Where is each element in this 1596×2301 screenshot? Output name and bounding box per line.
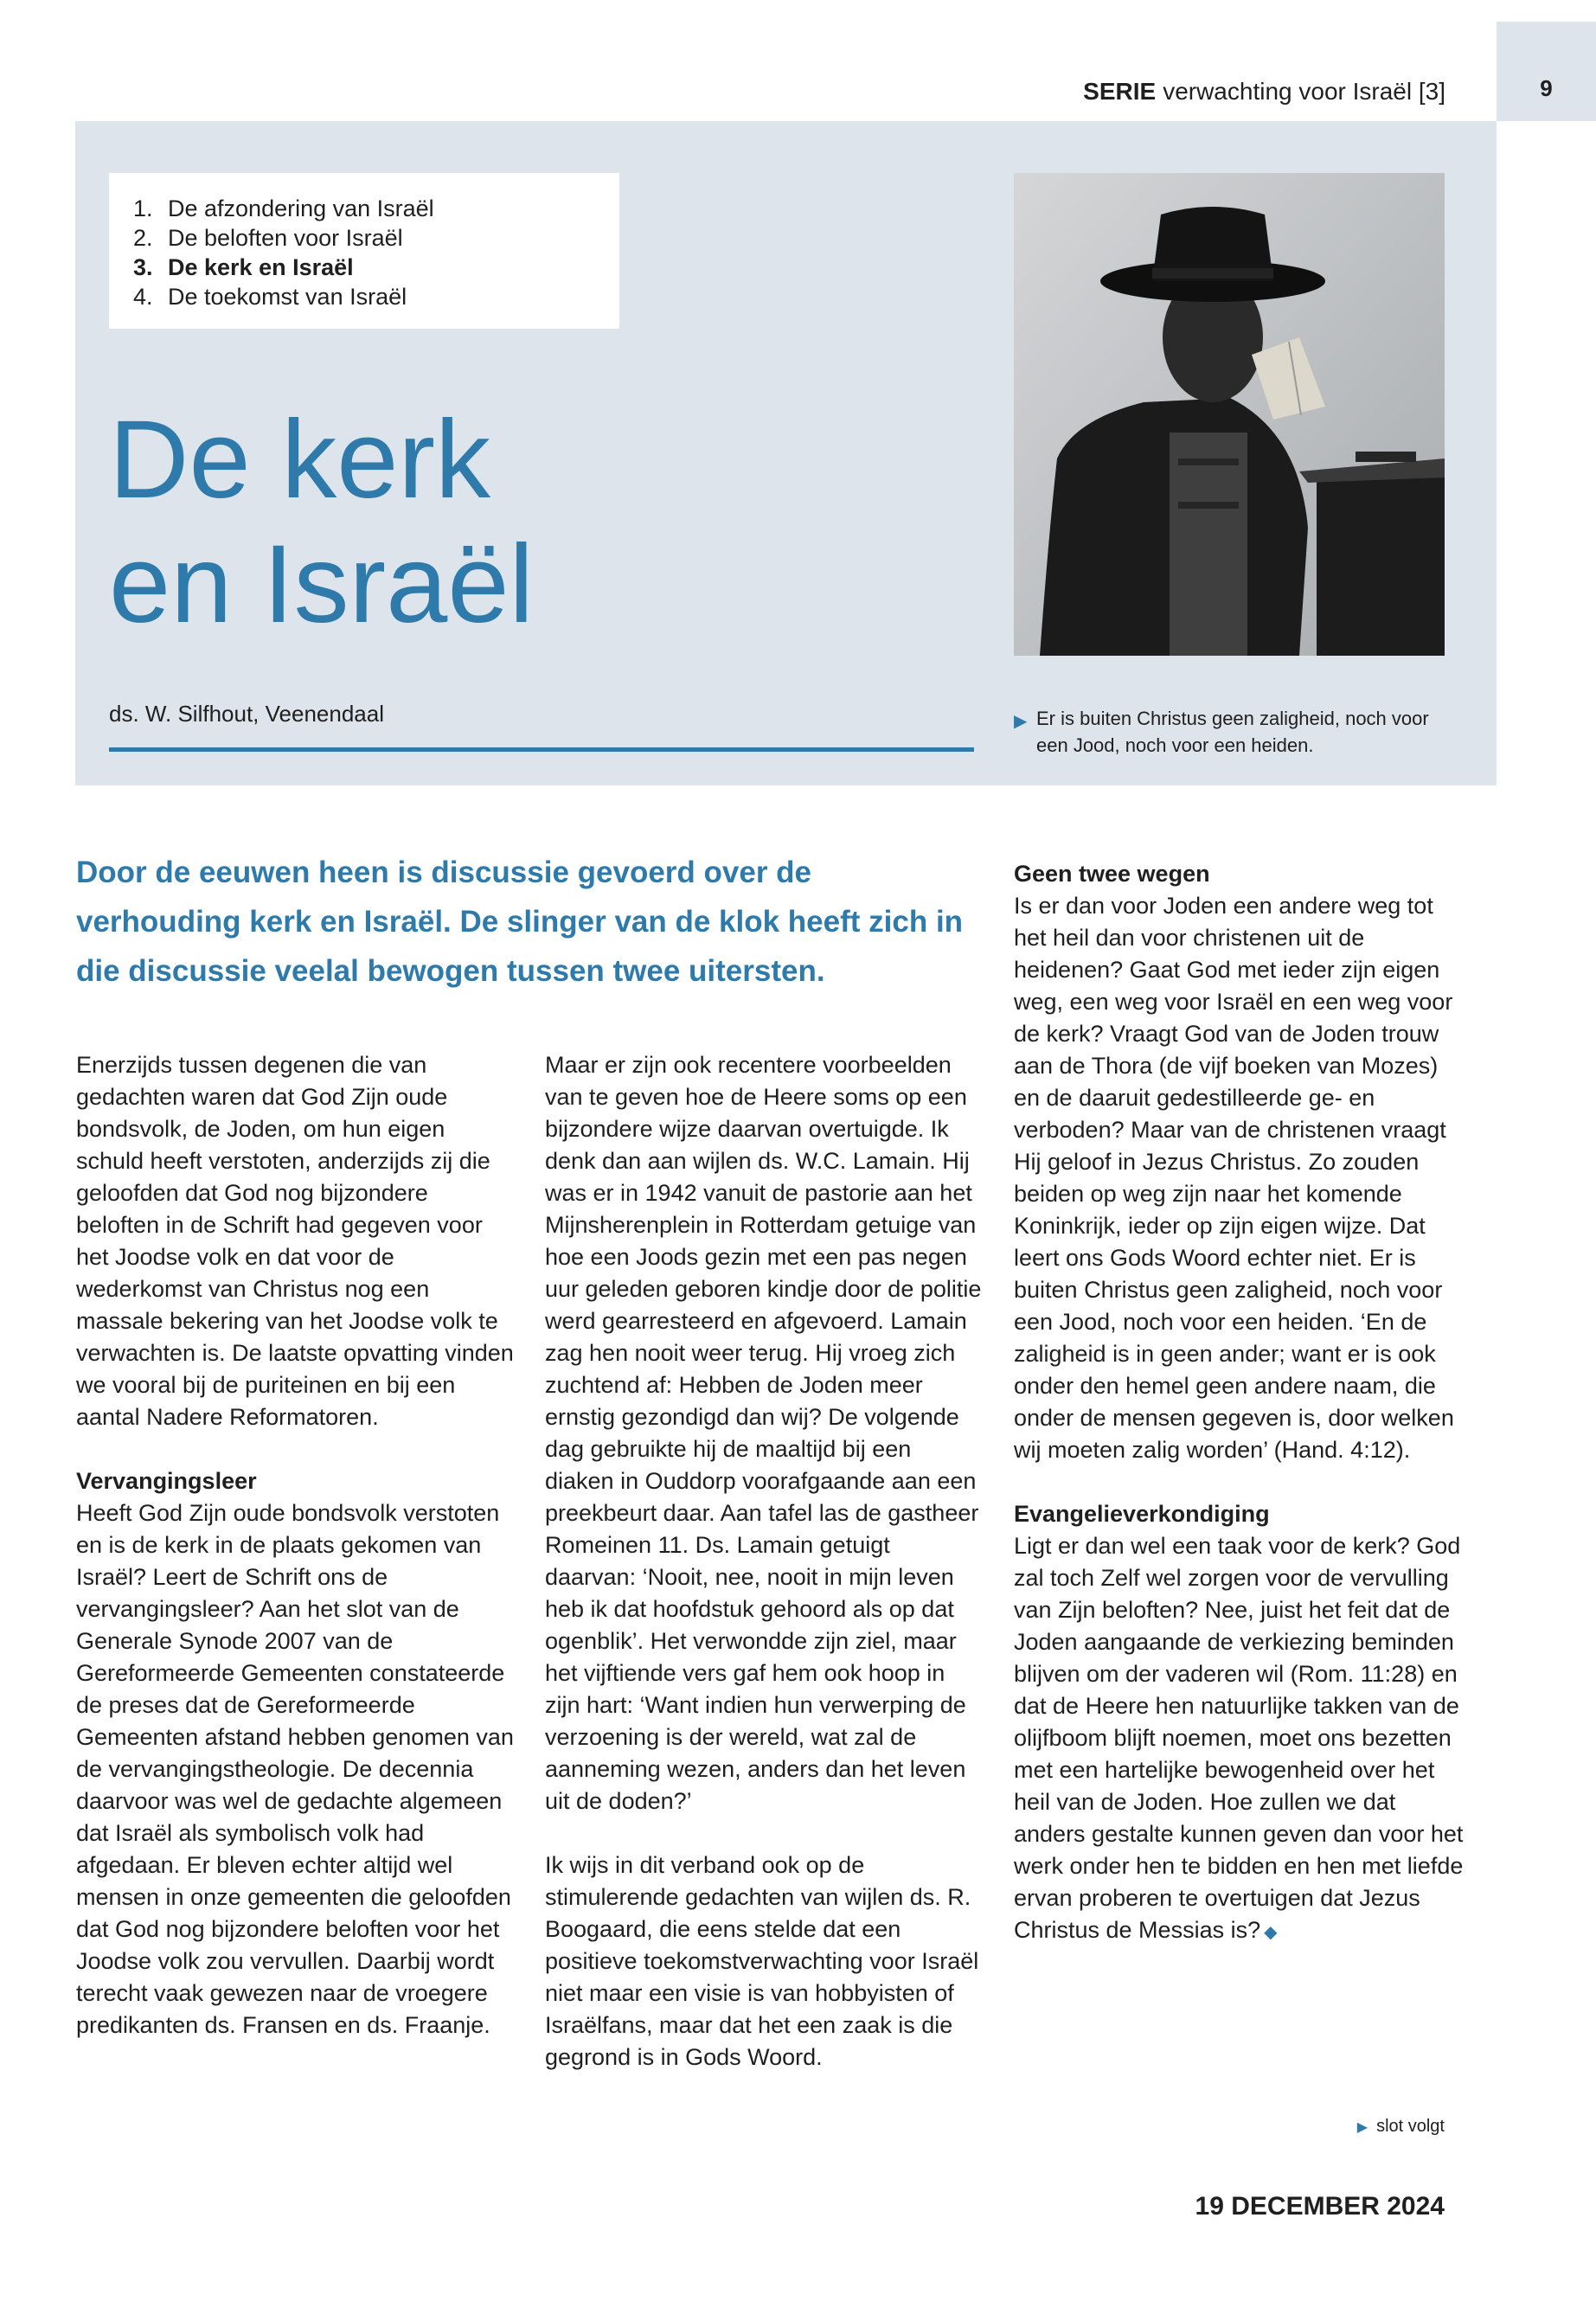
page-number-tab — [1497, 22, 1596, 121]
end-diamond-icon: ◆ — [1264, 1923, 1278, 1942]
series-header — [1083, 78, 1445, 106]
paragraph: Maar er zijn ook recentere voorbeelden van te geven hoe de Heere soms op een bijzondere wijze daarvan overtuigde. Ik denk dan aan wijlen ds. W.C. Lamain. Hij was er in 1942 vanuit de pastorie aan het Mijnsherenplein in Rotterdam getuige van hoe een Joods gezin met een pas negen uur geleden geboren kindje door de politie werd gearresteerd en afgevoerd. Lamain zag hen nooit weer terug. Hij vroeg zich zuchtend af: Hebben de Joden meer ernstig gezondigd dan wij? De volgende dag gebruikte hij de maaltijd bij een diaken in Ouddorp voorafgaande aan een preekbeurt daar. Aan tafel las de gastheer Romeinen 11. Ds. Lamain getuigt daarvan: ‘Nooit, nee, nooit in mijn leven heb ik dat hoofdstuk gehoord als op dat ogenblik’. Het verwondde zijn ziel, maar het vijftiende vers gaf hem ook hoop in zijn hart: ‘Want indien hun verwerping de verzoening is der wereld, wat zal de aanneming wezen, anders dan het leven uit de doden?’ — [545, 1052, 982, 1814]
series-toc — [109, 173, 619, 329]
series-label: SERIE — [1083, 78, 1157, 105]
column-3 — [1014, 858, 1464, 1981]
series-title: verwachting voor Israël [3] — [1163, 78, 1445, 105]
photo-caption: ▶ Er is buiten Christus geen zaligheid, noch voor een Jood, noch voor een heiden. — [1014, 708, 1429, 756]
column-2 — [545, 1049, 986, 2106]
subheading-evangelieverkondiging: Evangelieverkondiging — [1014, 1501, 1270, 1527]
continued-note: ▶ slot volgt — [1356, 2117, 1445, 2136]
article-intro: Door de eeuwen heen is discussie gevoerd over de verhouding kerk en Israël. De slinger van de klok heeft zich in die discussie veelal bewogen tussen twee uitersten. — [76, 856, 964, 988]
article-photo — [1014, 173, 1445, 656]
footer-date: 19 DECEMBER 2024 — [1195, 2192, 1445, 2221]
byline-rule — [109, 747, 974, 752]
toc-item-current: 3. De kerk en Israël — [133, 254, 354, 280]
column-1 — [76, 1049, 517, 2073]
page-number: 9 — [1540, 75, 1553, 101]
article-title: De kerk en Israël — [109, 398, 534, 646]
caption-triangle-icon: ▶ — [1014, 712, 1028, 731]
paragraph: Ik wijs in dit verband ook op de stimulerende gedachten van wijlen ds. R. Boogaard, die eens stelde dat een positieve toekomstverwachting voor Israël niet maar een visie is van hobbyisten of Israëlfans, maar dat het een zaak is die gegrond is in Gods Woord. — [545, 1852, 979, 2070]
paragraph-last: Ligt er dan wel een taak voor de kerk? God zal toch Zelf wel zorgen voor de vervulling van Zijn beloften? Nee, juist het feit dat de Joden aangaande de verkiezing beminden blijven om der vaderen wil (Rom. 11:28) en dat de Heere hen natuurlijke takken van de olijfboom blijft noemen, moet ons bezetten met een hartelijke bewogenheid over het heil van de Joden. Hoe zullen we dat anders gestalte kunnen geven dan voor het werk onder hen te bidden en hen met liefde ervan proberen te overtuigen dat Jezus Christus de Messias is? ◆ — [1014, 1533, 1464, 1943]
paragraph: Is er dan voor Joden een andere weg tot het heil dan voor christenen uit de heidenen? Gaat God met ieder zijn eigen weg, een weg voor Israël en een weg voor de kerk? Vraagt God van de Joden trouw aan de Thora (de vijf boeken van Mozes) en de daaruit gedestilleerde ge- en verboden? Maar van de christenen vraagt Hij geloof in Jezus Christus. Zo zouden beiden op weg zijn naar het komende Koninkrijk, ieder op zijn eigen wijze. Dat leert ons Gods Woord echter niet. Er is buiten Christus geen zaligheid, noch voor een Jood, noch voor een heiden. ‘En de zaligheid is in geen ander; want er is ook onder den hemel geen andere naam, die onder de mensen gegeven is, door welken wij moeten zalig worden’ (Hand. 4:12). — [1014, 893, 1454, 1463]
toc-item: 1. De afzondering van Israël — [133, 195, 434, 221]
subheading-geen-twee-wegen: Geen twee wegen — [1014, 861, 1210, 887]
byline: ds. W. Silfhout, Veenendaal — [109, 701, 384, 727]
subheading-vervangingsleer: Vervangingsleer — [76, 1468, 257, 1494]
paragraph: Enerzijds tussen degenen die van gedachten waren dat God Zijn oude bondsvolk, de Joden, om hun eigen schuld heeft verstoten, anderzijds zij die geloofden dat God nog bijzondere beloften in de Schrift had gegeven voor het Joodse volk en dat voor de wederkomst van Christus nog een massale bekering van het Joodse volk te verwachten is. De laatste opvatting vinden we vooral bij de puriteinen en bij een aantal Nadere Reformatoren. — [76, 1052, 514, 1430]
continued-triangle-icon: ▶ — [1356, 2120, 1368, 2135]
toc-item: 2. De beloften voor Israël — [133, 225, 403, 251]
toc-item: 4. De toekomst van Israël — [133, 284, 407, 310]
paragraph: Heeft God Zijn oude bondsvolk verstoten en is de kerk in de plaats gekomen van Israël? Leert de Schrift ons de vervangingsleer? Aan het slot van de Generale Synode 2007 van de Gereformeerde Gemeenten constateerde de preses dat de Gereformeerde Gemeenten afstand hebben genomen van de vervangingstheologie. De decennia daarvoor was wel de gedachte algemeen dat Israël als symbolisch volk had afgedaan. Er bleven echter altijd wel mensen in onze gemeenten die geloofden dat God nog bijzondere beloften voor het Joodse volk zou vervullen. Daarbij wordt terecht vaak gewezen naar de vroegere predikanten ds. Fransen en ds. Fraanje. — [76, 1500, 514, 2038]
